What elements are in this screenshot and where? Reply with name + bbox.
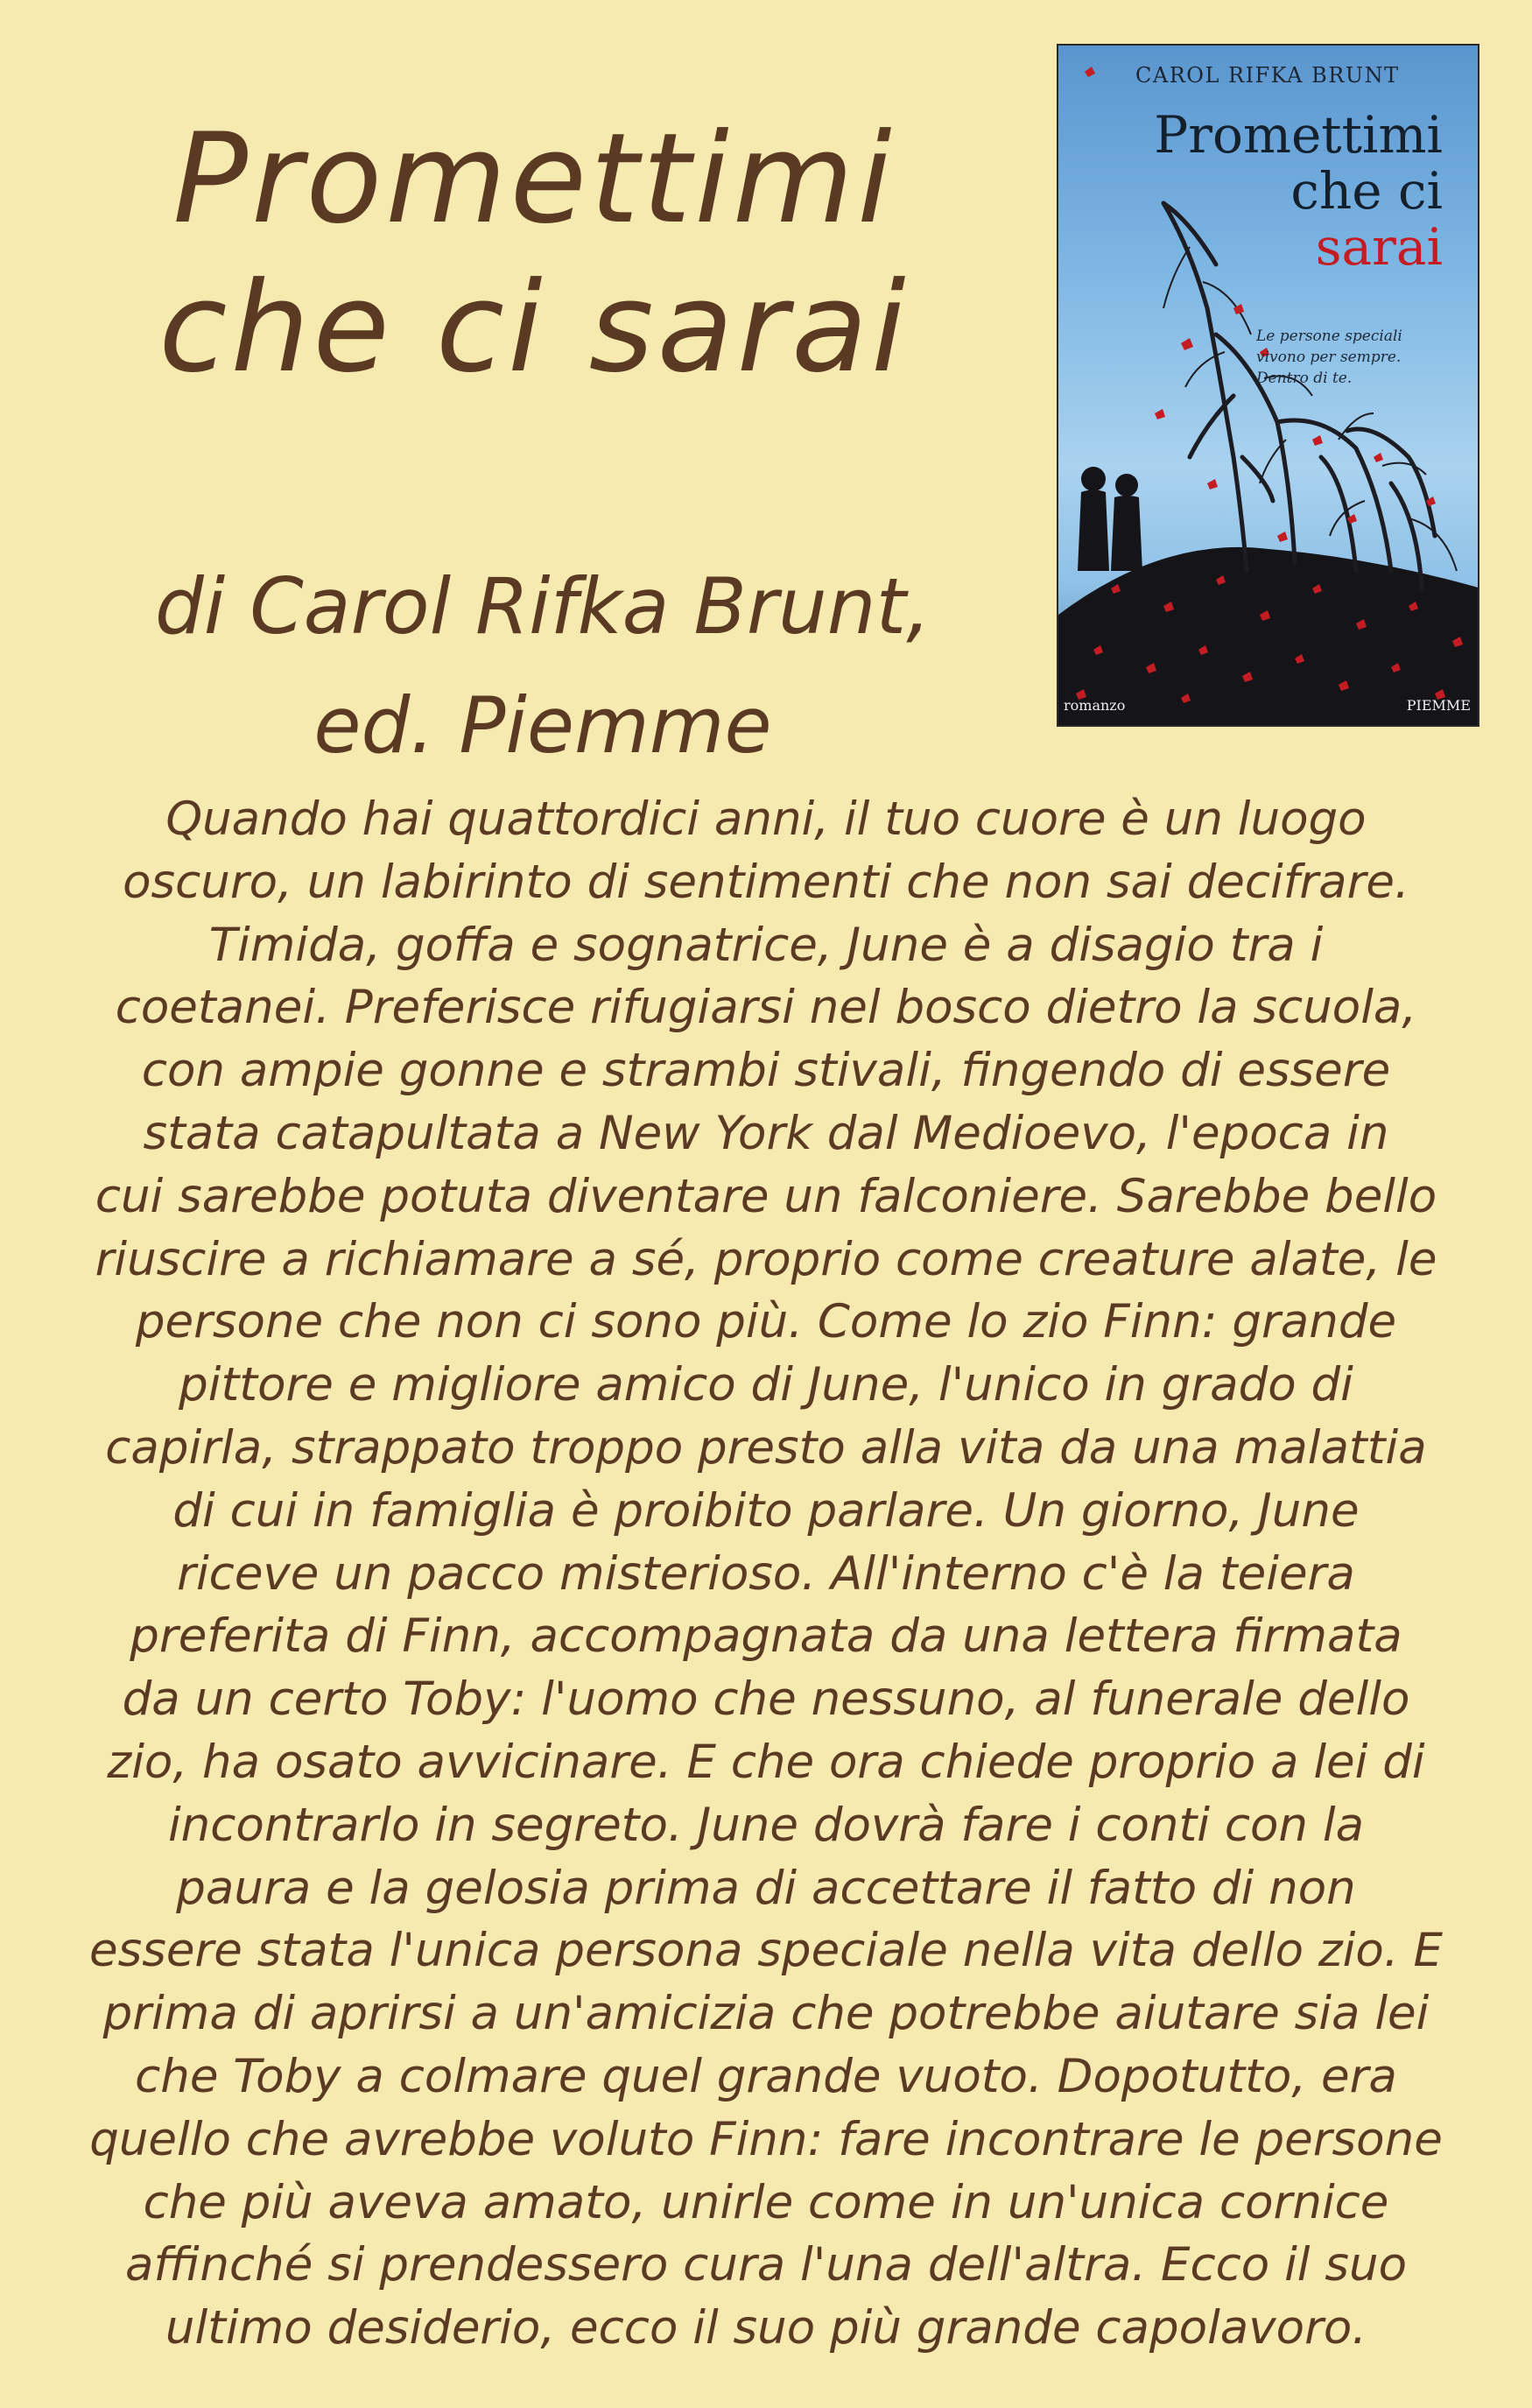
synopsis-line: prima di aprirsi a un'amicizia che potrebbe aiutare sia lei xyxy=(102,1987,1430,2041)
cover-tagline-line-1: Le persone speciali xyxy=(1256,327,1402,345)
cover-genre: romanzo xyxy=(1064,697,1126,714)
synopsis-line: pittore e migliore amico di June, l'unico in grado di xyxy=(179,1358,1353,1412)
cover-title-line-3: sarai xyxy=(1315,217,1443,277)
synopsis-line: stata catapultata a New York dal Medioevo, l'epoca in xyxy=(143,1106,1389,1160)
cover-title xyxy=(1154,107,1443,275)
page-title xyxy=(79,105,989,403)
synopsis-line: essere stata l'unica persona speciale nella vita dello zio. E xyxy=(88,1924,1443,1978)
synopsis-line: che più aveva amato, unirle come in un'unica cornice xyxy=(143,2175,1389,2229)
synopsis-line: quello che avrebbe voluto Finn: fare incontrare le persone xyxy=(89,2112,1443,2166)
synopsis-line: zio, ha osato avvicinare. E che ora chiede proprio a lei di xyxy=(107,1735,1425,1789)
synopsis-line: capirla, strappato troppo presto alla vita da una malattia xyxy=(105,1420,1427,1475)
cover-title-line-1: Promettimi xyxy=(1154,105,1443,165)
synopsis-line: Timida, goffa e sognatrice, June è a disagio tra i xyxy=(208,918,1324,972)
synopsis-line: affinché si prendessero cura l'una dell'altra. Ecco il suo xyxy=(124,2238,1408,2292)
book-cover-image xyxy=(1057,44,1479,727)
synopsis-line: che Toby a colmare quel grande vuoto. Dopotutto, era xyxy=(135,2049,1397,2103)
synopsis-line: cui sarebbe potuta diventare un falconiere. Sarebbe bello xyxy=(95,1169,1437,1223)
publisher-line: ed. Piemme xyxy=(313,680,772,771)
cover-tagline-line-3: Dentro di te. xyxy=(1256,370,1353,387)
synopsis-line: di cui in famiglia è proibito parlare. Un giorno, June xyxy=(172,1483,1360,1538)
cover-publisher: PIEMME xyxy=(1406,697,1471,714)
title-line-2: che ci sarai xyxy=(158,256,910,400)
synopsis-line: riceve un pacco misterioso. All'interno c'è la teiera xyxy=(177,1546,1355,1601)
title-line-1: Promettimi xyxy=(172,107,896,251)
synopsis-line: da un certo Toby: l'uomo che nessuno, al funerale dello xyxy=(122,1672,1410,1727)
synopsis-line: ultimo desiderio, ecco il suo più grande capolavoro. xyxy=(165,2301,1367,2355)
synopsis-line: Quando hai quattordici anni, il tuo cuore è un luogo xyxy=(165,792,1367,846)
cover-title-line-2: che ci xyxy=(1290,161,1443,221)
cover-tagline xyxy=(1256,326,1458,389)
synopsis-line: con ampie gonne e strambi stivali, fingendo di essere xyxy=(141,1044,1391,1098)
synopsis-line: riuscire a richiamare a sé, proprio come creature alate, le xyxy=(95,1232,1437,1286)
author-publisher xyxy=(53,547,1033,785)
cover-tagline-line-2: vivono per sempre. xyxy=(1256,349,1402,366)
synopsis-line: preferita di Finn, accompagnata da una lettera firmata xyxy=(130,1609,1402,1664)
author-line: di Carol Rifka Brunt, xyxy=(154,561,931,651)
cover-author: CAROL RIFKA BRUNT xyxy=(1135,63,1400,88)
synopsis-line: oscuro, un labirinto di sentimenti che non sai decifrare. xyxy=(123,855,1409,909)
synopsis-line: coetanei. Preferisce rifugiarsi nel bosco dietro la scuola, xyxy=(115,981,1417,1035)
synopsis-text xyxy=(35,788,1497,2360)
synopsis-line: paura e la gelosia prima di accettare il fatto di non xyxy=(176,1861,1356,1915)
synopsis-line: incontrarlo in segreto. June dovrà fare i conti con la xyxy=(167,1798,1365,1852)
synopsis-line: persone che non ci sono più. Come lo zio Finn: grande xyxy=(135,1295,1397,1349)
